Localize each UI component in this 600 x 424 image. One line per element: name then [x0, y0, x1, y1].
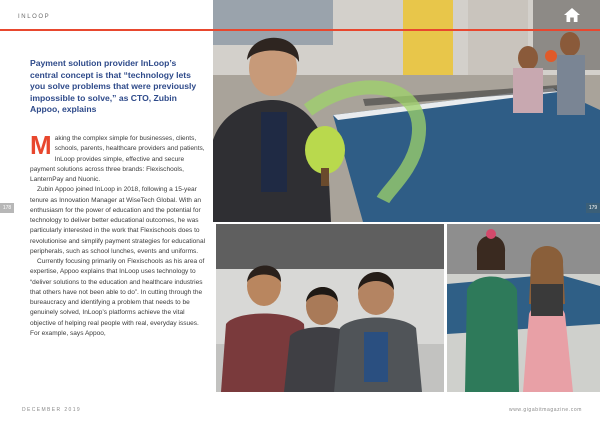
paragraph-2: Zubin Appoo joined InLoop in 2018, following a 15-year tenure as Innovation Manager at WiseTech Global. With an enthusiasm for the power of education and the potential for technology to deliver better educational outcomes, he was particularly interested in the work that Flexischools does to revolutionise and simplify payment strategies for educational peripherals, such as school lunches, events and uniforms. [30, 186, 206, 255]
paragraph-3: Currently focusing primarily on Flexischools as his area of expertise, Appoo explains that InLoop uses technology to “deliver solutions to the education and healthcare industries that others have not been able to do”. In cutting through the bureaucracy and identifying a problem that needs to be genuinely solved, InLoop’s platforms achieve the vital objective of helping real people with real, everyday issues. For example, says Appoo, [30, 258, 205, 337]
photo-three-boys-illustration [216, 224, 444, 392]
left-page [0, 0, 213, 424]
photo-three-boys [216, 224, 444, 392]
photo-two-girls [447, 224, 600, 392]
header-rule [0, 29, 600, 31]
home-icon[interactable] [564, 8, 580, 22]
page-number-left: 178 [0, 203, 14, 213]
photo-table-tennis-illustration [213, 0, 600, 222]
footer-website[interactable]: www.gigabitmagazine.com [509, 407, 582, 413]
photo-two-girls-illustration [447, 224, 600, 392]
footer-issue-date: DECEMBER 2019 [22, 407, 82, 413]
pull-quote: Payment solution provider InLoop’s central concept is that “technology lets you solve problems that were previously impossible to solve,” as CTO, Zubin Appoo, explains [30, 58, 197, 115]
article-body [30, 130, 206, 339]
section-tag: INLOOP [18, 14, 51, 20]
page-number-right: 179 [586, 203, 600, 213]
paragraph-1-text: aking the complex simple for businesses, clients, schools, parents, healthcare providers and patients, InLoop provides simple, effective and secure payment solutions across three brands: Flexischools, LanternPay and Nuonic. [30, 135, 205, 183]
drop-cap: M [30, 130, 52, 160]
photo-table-tennis [213, 0, 600, 222]
paragraph-1 [30, 130, 206, 185]
